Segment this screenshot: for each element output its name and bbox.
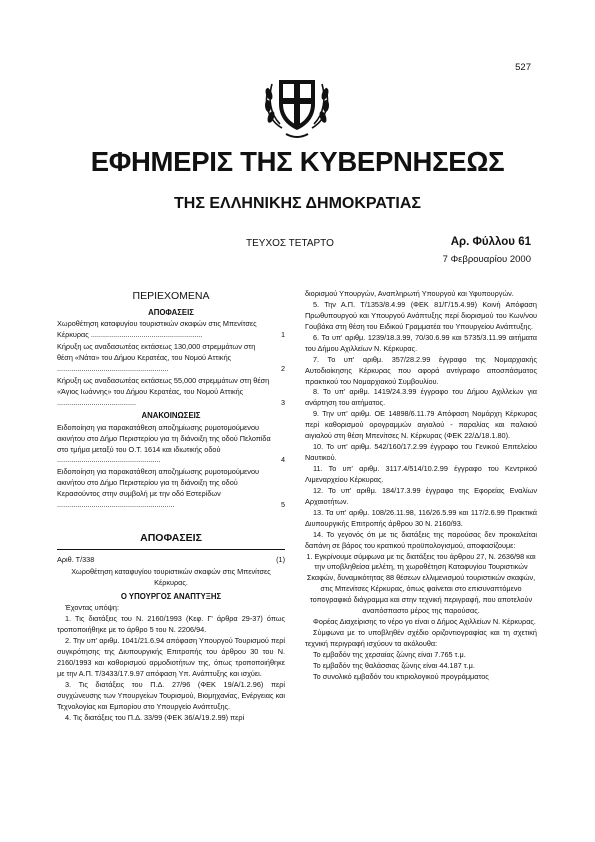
toc-entry-page: 2 bbox=[280, 364, 285, 374]
toc-entry-page: 3 bbox=[280, 398, 285, 407]
heading-divider bbox=[57, 549, 285, 550]
toc-entry-page: 5 bbox=[280, 500, 285, 510]
toc-entry-text: Ειδοποίηση για παρακατάθεση αποζημίωσης ρυμοτομούμενου ακινήτου στο Δήμο Περιστερίου για τη διάνοιξη της οδού Κερασούντος στην συμβολή με την οδό Εστερίδων .......................................................... bbox=[57, 467, 259, 510]
body-paragraph: 8. Το υπ' αριθμ. 1419/24.3.99 έγγραφο του Δήμου Αχιλλείων για ανάρτηση του αιτήματος. bbox=[305, 387, 537, 408]
issue-sheet-number: Αρ. Φύλλου 61 bbox=[450, 236, 531, 248]
decision-authority: Ο ΥΠΟΥΡΓΟΣ ΑΝΑΠΤΥΞΗΣ bbox=[120, 591, 222, 601]
decisions-heading: ΑΠΟΦΑΣΕΙΣ bbox=[140, 532, 202, 545]
body-paragraph: 2. Την υπ' αριθμ. 1041/21.6.94 απόφαση Υπουργού Τουρισμού περί συγκρότησης της Διυπουργικής Επιτροπής του άρθρου 30 του Ν. 2160/1993 και καθορισμού αρμοδιοτήτων της, όπως τροποποιήθηκε με την Α.Π. Τ/3433/17.9.97 απόφαση Υπ. Ανάπτυξης και ισχύει. bbox=[57, 636, 285, 678]
issue-date: 7 Φεβρουαρίου 2000 bbox=[442, 254, 531, 265]
toc-heading: ΠΕΡΙΕΧΟΜΕΝΑ bbox=[132, 290, 210, 302]
decision-number: Αριθ. Τ/338 bbox=[57, 554, 95, 564]
body-paragraph: 1. Τις διατάξεις του Ν. 2160/1993 (Κεφ. Γ' άρθρα 29-37) όπως τροποποιήθηκε με το άρθρο 5 του Ν. 2206/94. bbox=[57, 614, 285, 635]
body-paragraph: Το εμβαδόν της θαλάσσιας ζώνης είναι 44.187 τ.μ. bbox=[313, 660, 475, 670]
toc-entry bbox=[57, 467, 285, 511]
body-paragraph: 10. Το υπ' αριθμ. 542/160/17.2.99 έγγραφο του Γενικού Επιτελείου Ναυτικού. bbox=[305, 442, 537, 463]
body-paragraph: 5. Την Α.Π. Τ/1353/8.4.99 (ΦΕΚ 81/Γ/15.4.99) Κοινή Απόφαση Πρωθυπουργού και Υπουργού Ανάπτυξης περί διορισμού του Κων/νου Γουβάκα στη θέση του Ειδικού Γραμματέα του Υπουργείου Ανάπτυξης. bbox=[305, 299, 537, 331]
toc-entry-text: Κήρυξη ως αναδασωτέας εκτάσεως 55,000 στρεμμάτων στη θέση «Άγιος Ιωάννης» του Δήμου Κερατέας, του Νομού Αττικής ....................................... bbox=[57, 376, 270, 407]
right-column bbox=[305, 289, 537, 683]
toc-entry-text: Ειδοποίηση για παρακατάθεση αποζημίωσης ρυμοτομούμενου ακινήτου στο Δήμο Περιστερίου για τη διάνοιξη της οδού Πελοπίδα στο τμήμα μεταξύ του Ο.Τ. 1614 και ιδιωτικής οδού ................................................... bbox=[57, 422, 271, 465]
body-paragraph: διορισμού Υπουργών, Αναπληρωτή Υπουργού και Υφυπουργών. bbox=[305, 289, 514, 298]
body-paragraph: 14. Το γεγονός ότι με τις διατάξεις της παρούσας δεν προκαλείται δαπάνη σε βάρος του κρατικού προϋπολογισμού, αποφασίζουμε: bbox=[305, 529, 537, 550]
body-paragraph: 4. Τις διατάξεις του Π.Δ. 33/99 (ΦΕΚ 36/Α/19.2.99) περί bbox=[65, 712, 245, 722]
body-paragraph: 13. Τα υπ' αριθμ. 108/26.11.98, 116/26.5.99 και 117/2.6.99 Πρακτικά Διυπουργικής Επιτροπής άρθρου 30 Ν. 2160/93. bbox=[305, 507, 537, 528]
gazette-title: ΕΦΗΜΕΡΙΣ ΤΗΣ ΚΥΒΕΡΝΗΣΕΩΣ bbox=[90, 146, 505, 177]
toc-section-heading: ΑΠΟΦΑΣΕΙΣ bbox=[148, 307, 194, 317]
body-paragraph: 11. Το υπ' αριθμ. 3117.4/514/10.2.99 έγγραφο του Κεντρικού Λιμεναρχείου Κέρκυρας. bbox=[305, 464, 537, 484]
toc-entry bbox=[57, 342, 285, 375]
decision-title: Χωροθέτηση καταφυγίου τουριστικών σκαφών στις Μπενίτσες Κέρκυρας. bbox=[71, 566, 271, 587]
toc-entry-text: Κήρυξη ως αναδασωτέας εκτάσεως 130,000 στρεμμάτων στη θέση «Νάτα» του Δήμου Κερατέας, του Νομού Αττικής ....................................................... bbox=[57, 342, 256, 374]
body-paragraph: Σύμφωνα με το υποβληθέν σχέδιο οριζοντιογραφίας και τη σχετική τεχνική περιγραφή ισχύουν τα ακόλουθα: bbox=[305, 628, 537, 648]
having-regard: Έχοντας υπόψη: bbox=[65, 603, 119, 613]
body-paragraph: 6. Τα υπ' αριθμ. 1239/18.3.99, 70/30.6.99 και 5735/3.11.99 αιτήματα του Δήμου Αχιλλείων Ν. Κέρκυρας. bbox=[305, 332, 537, 353]
body-paragraph: 1. Εγκρίνουμε σύμφωνα με τις διατάξεις του άρθρου 27, Ν. 2636/98 και την υποβληθείσα μελέτη, τη χωροθέτηση Καταφυγίου Τουριστικών Σκαφών, δυναμικότητας 88 θέσεων ελλιμενισμού τουριστικών σκαφών, στις Μπενίτσες Κέρκυρας, όπως φαίνεται στο επισυναπτόμενο τοπογραφικό διάγραμμα και στην τεχνική περιγραφή, που αποτελούν αναπόσπαστο μέρος της παρούσας. bbox=[306, 551, 536, 616]
gazette-subtitle: ΤΗΣ ΕΛΛΗΝΙΚΗΣ ΔΗΜΟΚΡΑΤΙΑΣ bbox=[174, 195, 421, 212]
body-paragraph: Φορέας Διαχείρισης το νέρο γο είναι ο Δήμος Αχιλλείων Ν. Κέρκυρας. bbox=[313, 617, 536, 627]
body-paragraph: 9. Την υπ' αριθμ. ΟΕ 14898/6.11.79 Απόφαση Νομάρχη Κέρκυρας περί καθορισμού ορογραμμών αιγιαλού - παραλίας και παλαιού αιγιαλού στη θέση Μπενίτσες Ν. Κέρκυρας (ΦΕΚ 22/Δ/18.1.80). bbox=[305, 409, 537, 441]
decision-ref: (1) bbox=[276, 554, 285, 564]
body-paragraph: Το συνολικό εμβαδόν του κτιριολογικού προγράμματος bbox=[313, 671, 489, 681]
body-paragraph: 12. Το υπ' αριθμ. 184/17.3.99 έγγραφο της Εφορείας Εναλίων Αρχαιοτήτων. bbox=[305, 485, 537, 506]
body-paragraph: Το εμβαδόν της χερσαίας ζώνης είναι 7.765 τ.μ. bbox=[313, 649, 466, 659]
body-paragraph: 7. Το υπ' αριθμ. 357/28.2.99 έγγραφο της Νομαρχιακής Αυτοδιοίκησης Κέρκυρας που αφορά αντίγραφο αποσπάσματος πρακτικού του Νομαρχιακού Συμβουλίου. bbox=[305, 354, 537, 386]
left-column bbox=[57, 289, 285, 724]
coat-of-arms-emblem bbox=[258, 64, 336, 144]
toc-entry bbox=[57, 423, 285, 467]
decision-number-row bbox=[57, 555, 285, 566]
page-number: 527 bbox=[515, 62, 531, 73]
toc-entry-text: Χωροθέτηση καταφυγίου τουριστικών σκαφών στις Μπενίτσες Κέρκυρας ....................................................... bbox=[57, 319, 257, 340]
toc-entry bbox=[57, 376, 285, 409]
toc-entry-page: 1 bbox=[280, 330, 285, 340]
toc-section-heading: ΑΝΑΚΟΙΝΩΣΕΙΣ bbox=[141, 410, 201, 420]
issue-series: ΤΕΥΧΟΣ ΤΕΤΑΡΤΟ bbox=[246, 238, 334, 249]
toc-entry-page: 4 bbox=[280, 455, 285, 465]
body-paragraph: 3. Τις διατάξεις του Π.Δ. 27/96 (ΦΕΚ 19/Α/1.2.96) περί συγχώνευσης των Υπουργείων Τουρισμού, Βιομηχανίας, Ενέργειας και Τεχνολογίας και Εμπορίου στο Υπουργείο Ανάπτυξης. bbox=[57, 679, 285, 711]
toc-entry bbox=[57, 319, 285, 341]
